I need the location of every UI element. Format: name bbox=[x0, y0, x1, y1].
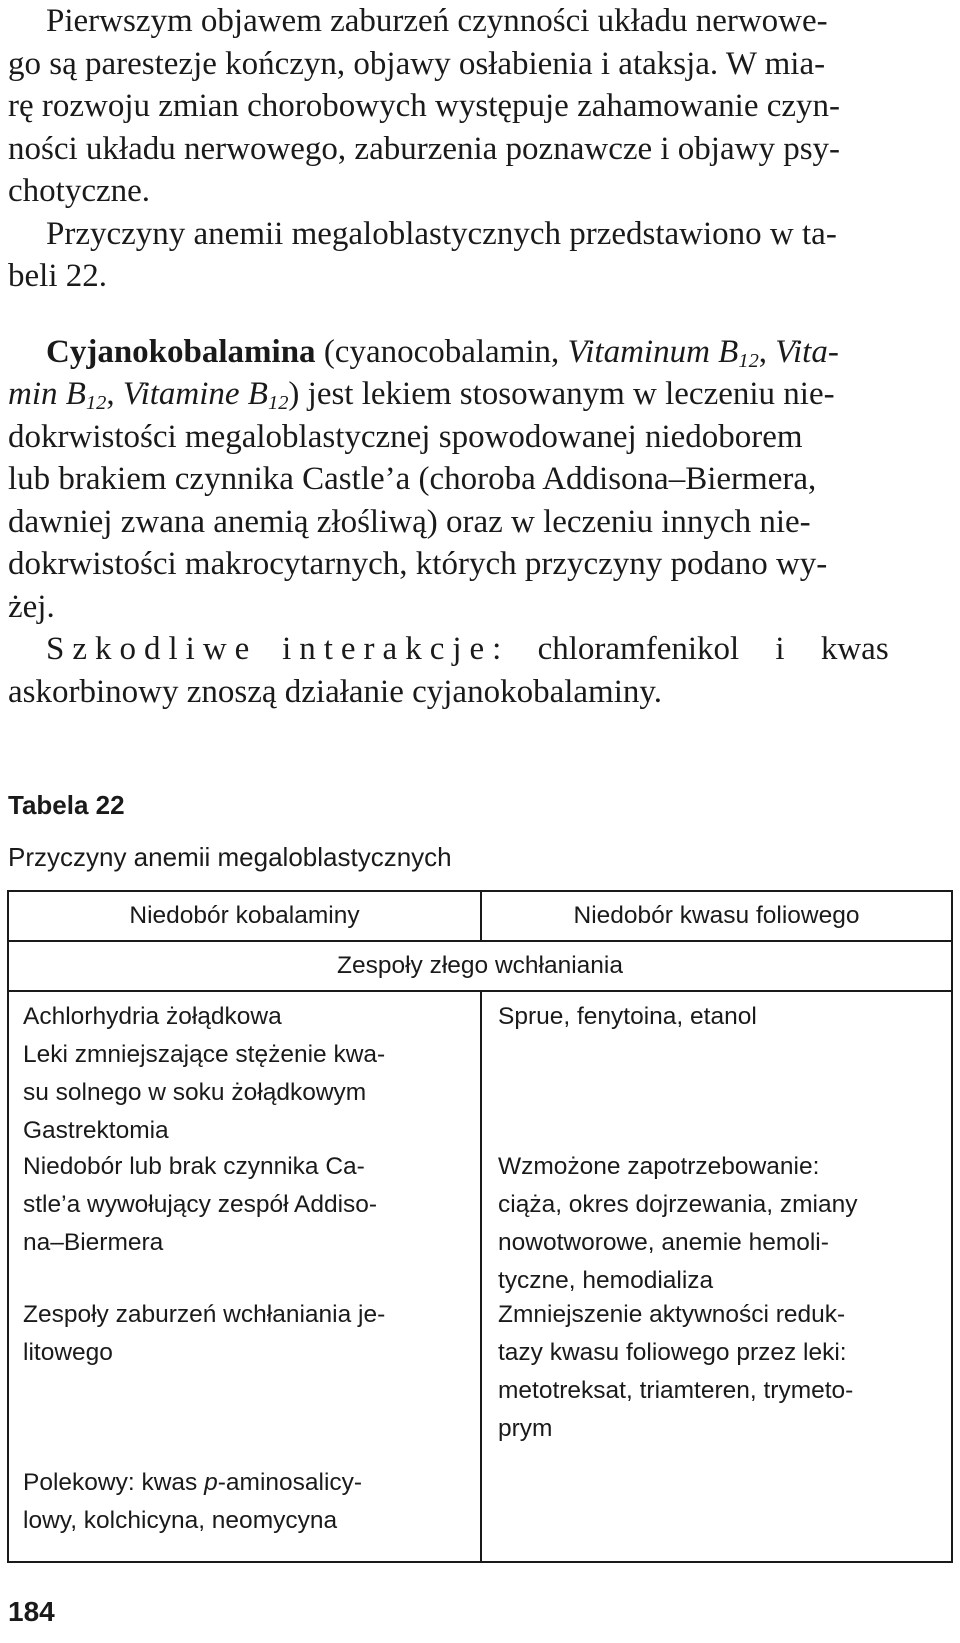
cell-line: ciąża, okres dojrzewania, zmiany bbox=[498, 1191, 858, 1218]
interactions-label: interakcje bbox=[282, 631, 493, 667]
text-line: beli 22. bbox=[8, 258, 107, 294]
interactions-label: Szkodliwe bbox=[46, 631, 258, 667]
table-cell bbox=[23, 1148, 463, 1262]
table-caption: Przyczyny anemii megaloblastycznych bbox=[8, 842, 452, 872]
subscript: 12 bbox=[267, 392, 289, 415]
cell-line: Zespoły zaburzeń wchłaniania je- bbox=[23, 1301, 386, 1328]
text-line: Pierwszym objawem zaburzeń czynności układu nerwowe- bbox=[46, 3, 828, 39]
cell-line: litowego bbox=[23, 1339, 113, 1366]
italic-run: p bbox=[204, 1469, 218, 1496]
italic-run: Vitaminum B bbox=[567, 333, 739, 370]
cell-line: Wzmożone zapotrzebowanie: bbox=[498, 1153, 820, 1180]
italic-run: min B bbox=[8, 376, 86, 412]
text-run: Polekowy: kwas bbox=[23, 1469, 205, 1496]
table-title: Tabela 22 bbox=[8, 790, 125, 820]
text-line: Przyczyny anemii megaloblastycznych przedstawiono w ta- bbox=[46, 215, 837, 252]
text-line: dawniej zwana anemią złośliwą) oraz w leczeniu innych nie- bbox=[8, 503, 811, 540]
cell-line: Leki zmniejszające stężenie kwa- bbox=[23, 1041, 386, 1068]
italic-run: Vitamine B bbox=[122, 376, 268, 412]
header-cobalamin: Niedobór kobalaminy bbox=[9, 892, 482, 940]
text-line: chotyczne. bbox=[8, 173, 151, 209]
text-line: dokrwistości makrocytarnych, których przyczyny podano wy- bbox=[8, 546, 828, 582]
header-folic-acid: Niedobór kwasu foliowego bbox=[573, 902, 860, 929]
cell-line: metotreksat, triamteren, trymeto- bbox=[498, 1377, 854, 1404]
text-line: lub brakiem czynnika Castle’a (choroba Addisona–Biermera, bbox=[8, 461, 817, 497]
text-line: rę rozwoju zmian chorobowych występuje zahamowanie czyn- bbox=[8, 88, 841, 124]
cell-line: nowotworowe, anemie hemoli- bbox=[498, 1229, 829, 1256]
cell-line: stle’a wywołujący zespół Addiso- bbox=[23, 1191, 378, 1218]
cell-line: na–Biermera bbox=[23, 1229, 164, 1256]
subscript: 12 bbox=[85, 392, 107, 415]
table-cell bbox=[498, 998, 938, 1036]
cell-line: Achlorhydria żołądkowa bbox=[23, 1003, 282, 1030]
text-run: (cyanocobalamin, bbox=[315, 333, 568, 370]
cell-line bbox=[23, 1464, 463, 1502]
italic-run: Vita- bbox=[775, 333, 839, 370]
cell-line: Gastrektomia bbox=[23, 1117, 169, 1144]
text-run: : chloramfenikol i kwas bbox=[492, 631, 889, 667]
table-cell bbox=[498, 1296, 938, 1448]
paragraph-cyanocobalamin bbox=[8, 331, 952, 629]
text-run: ) jest lekiem stosowanym w leczeniu nie- bbox=[288, 376, 835, 412]
text-line: askorbinowy znoszą działanie cyjanokobalaminy. bbox=[8, 673, 662, 710]
cell-line: lowy, kolchicyna, neomycyna bbox=[23, 1507, 338, 1534]
column-divider bbox=[480, 992, 482, 1561]
table-cell bbox=[498, 1148, 938, 1300]
text-run: , bbox=[758, 333, 776, 370]
cell-line: prym bbox=[498, 1415, 553, 1442]
text-line: go są parestezje kończyn, objawy osłabienia i ataksja. W mia- bbox=[8, 45, 826, 82]
page-number: 184 bbox=[8, 1596, 55, 1627]
table-header-row bbox=[9, 892, 951, 942]
header-malabsorption: Zespoły złego wchłaniania bbox=[9, 942, 951, 992]
text-line: ności układu nerwowego, zaburzenia poznawcze i objawy psy- bbox=[8, 130, 841, 167]
paragraph-symptoms bbox=[8, 0, 952, 213]
table-cell bbox=[23, 1464, 463, 1540]
table-cell bbox=[23, 998, 463, 1150]
text-line: żej. bbox=[8, 588, 55, 625]
paragraph-causes bbox=[8, 213, 952, 298]
table-cell bbox=[23, 1296, 463, 1372]
text-run: , bbox=[106, 376, 123, 412]
paragraph-interactions bbox=[8, 628, 952, 713]
text-run: -aminosalicy- bbox=[217, 1469, 363, 1496]
cell-line: su solnego w soku żołądkowym bbox=[23, 1079, 367, 1106]
cell-line: tazy kwasu foliowego przez leki: bbox=[498, 1339, 847, 1366]
causes-table bbox=[7, 890, 953, 1563]
body-text bbox=[8, 0, 952, 713]
text-line: dokrwistości megaloblastycznej spowodowanej niedoborem bbox=[8, 418, 803, 455]
drug-name: Cyjanokobalamina bbox=[46, 333, 316, 370]
subscript: 12 bbox=[738, 349, 759, 372]
cell-line: Zmniejszenie aktywności reduk- bbox=[498, 1301, 846, 1328]
cell-line: Sprue, fenytoina, etanol bbox=[498, 1003, 757, 1030]
cell-line: tyczne, hemodializa bbox=[498, 1267, 714, 1294]
cell-line: Niedobór lub brak czynnika Ca- bbox=[23, 1153, 365, 1180]
